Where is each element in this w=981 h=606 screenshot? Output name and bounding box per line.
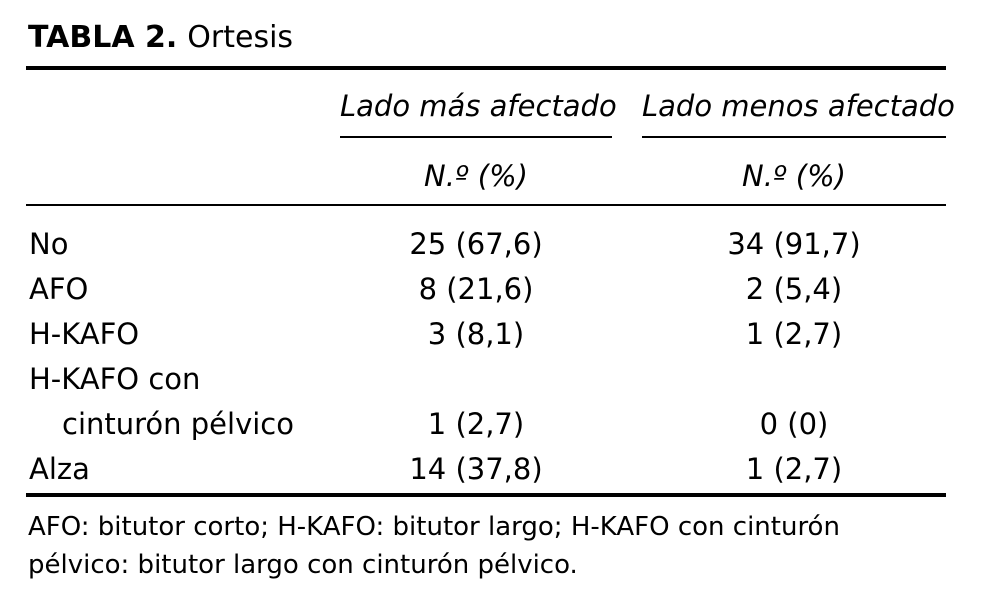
table-row — [26, 267, 946, 312]
column-header-more-affected: Lado más afectado — [340, 89, 617, 123]
table-row — [26, 312, 946, 357]
table-row — [26, 222, 946, 267]
row-label: No — [29, 227, 69, 261]
table-title — [28, 18, 293, 58]
cell-more-affected: 8 (21,6) — [418, 272, 534, 306]
cell-more-affected: 3 (8,1) — [427, 317, 525, 351]
column-header-rule-less-affected — [642, 136, 946, 138]
cell-more-affected: 14 (37,8) — [409, 452, 543, 486]
header-rule — [26, 204, 946, 206]
table-body — [26, 222, 946, 492]
table-row — [26, 447, 946, 492]
cell-more-affected: 25 (67,6) — [409, 227, 543, 261]
cell-less-affected: 34 (91,7) — [727, 227, 861, 261]
row-label: cinturón pélvico — [62, 407, 294, 441]
table-row — [26, 357, 946, 402]
bottom-rule — [26, 493, 946, 497]
row-label: Alza — [29, 452, 90, 486]
row-label: AFO — [29, 272, 89, 306]
table-name: Ortesis — [187, 20, 294, 55]
column-subheader-less-affected: N.º (%) — [742, 159, 846, 193]
table-row — [26, 402, 946, 447]
top-rule — [26, 66, 946, 70]
column-header-less-affected: Lado menos afectado — [642, 89, 955, 123]
cell-more-affected: 1 (2,7) — [427, 407, 525, 441]
table-footnote: AFO: bitutor corto; H-KAFO: bitutor largo; H-KAFO con cinturón pélvico: bitutor largo con cinturón pélvico. — [28, 512, 840, 580]
row-label: H-KAFO — [29, 317, 140, 351]
cell-less-affected: 0 (0) — [759, 407, 829, 441]
cell-less-affected: 2 (5,4) — [745, 272, 843, 306]
column-header-rule-more-affected — [340, 136, 612, 138]
cell-less-affected: 1 (2,7) — [745, 317, 843, 351]
column-subheader-more-affected: N.º (%) — [424, 159, 528, 193]
table-label: TABLA 2. — [28, 20, 178, 55]
cell-less-affected: 1 (2,7) — [745, 452, 843, 486]
row-label: H-KAFO con — [29, 362, 201, 396]
